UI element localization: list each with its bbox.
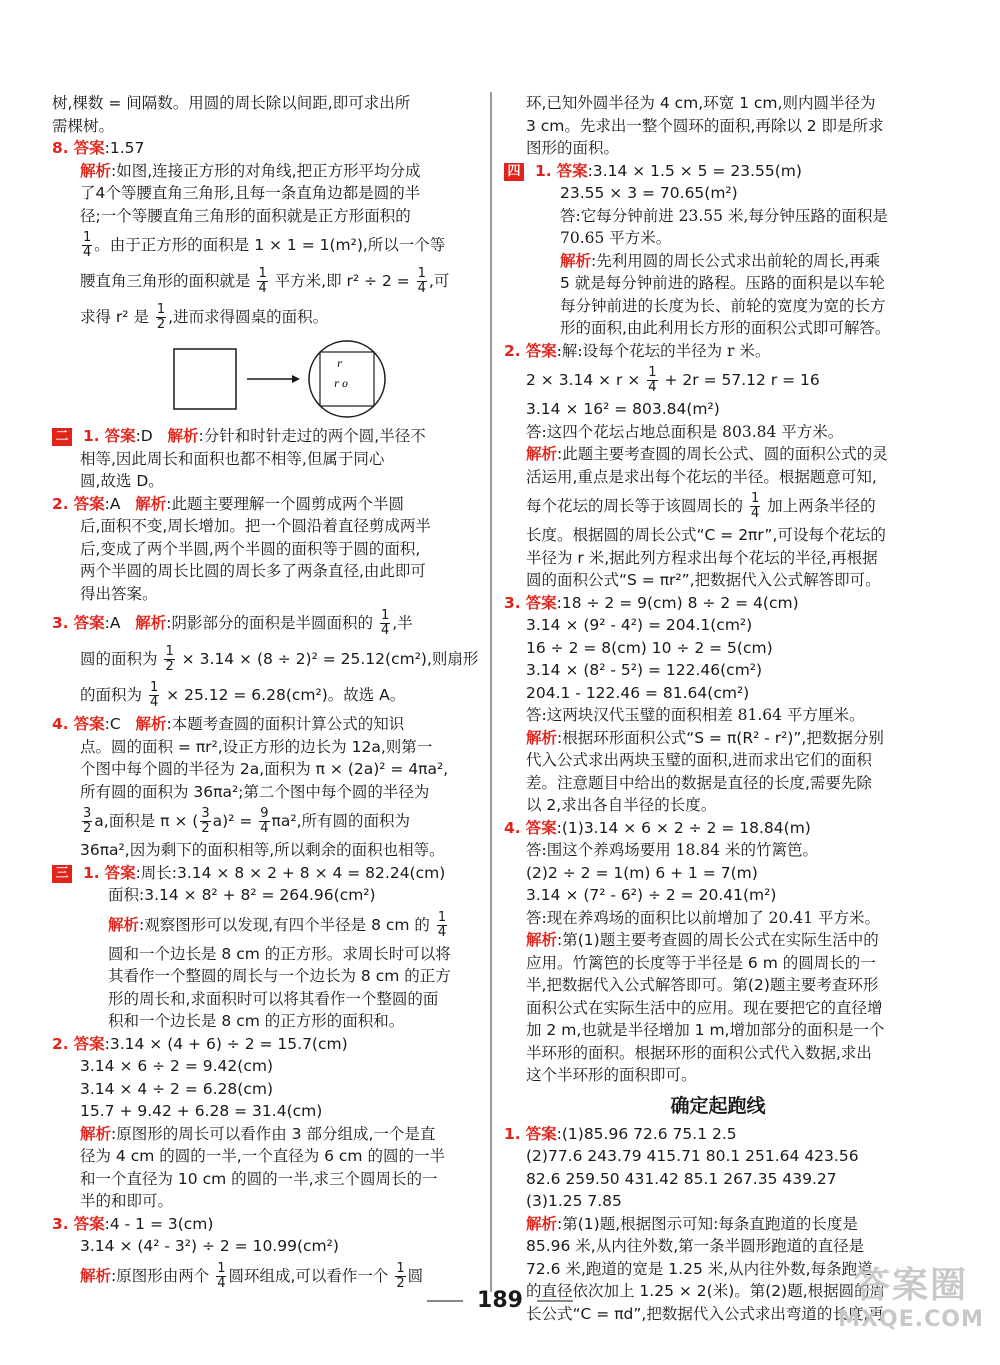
answer-label: 答案: [104, 427, 136, 445]
calc-line: [504, 362, 932, 398]
fraction: $\frac{1}{4}$: [380, 608, 390, 638]
solution-label: 解析: [108, 915, 140, 934]
solution-text: :此题主要考查圆的周长公式、圆的面积公式的灵: [557, 445, 888, 463]
solution-line: 以 2,求出各自半径的长度。: [526, 796, 717, 814]
fraction: $\frac{1}{4}$: [258, 266, 267, 296]
solution-line: [504, 1213, 932, 1236]
solution-line: 其看作一个整圆的周长与一个边长为 8 cm 的正方: [108, 967, 451, 985]
solution-text: :第(1)题,根据图示可知:每条直跑道的长度是: [557, 1214, 858, 1233]
solution-line: [52, 641, 480, 677]
solution-text: :如图,连接正方形的对角线,把正方形平均分成: [111, 161, 421, 180]
answer-text: :周长:3.14 × 8 × 2 + 8 × 4 = 82.24(cm): [135, 863, 446, 882]
question-8: [52, 137, 480, 160]
solution-line: 半环形的面积。根据环形的面积公式代入数据,求出: [526, 1043, 872, 1062]
fraction: $\frac{1}{2}$: [165, 644, 174, 674]
answer-text: :(1)85.96 72.6 75.1 2.5: [556, 1124, 737, 1143]
solution-text: ,可: [428, 272, 450, 290]
solution-line: 代入公式求出两块玉璧的面积,进而求出它们的面积: [526, 751, 872, 769]
solution-label: 解析: [526, 728, 558, 747]
calc-text: + 2r = 57.12 r = 16: [664, 371, 820, 389]
solution-text: πa²,所有圆的面积为: [271, 812, 411, 830]
run-question-1: [504, 1123, 932, 1146]
watermark-url: MXQE.COM: [838, 1307, 984, 1332]
text-line: 树,棵数 = 间隔数。用圆的周长除以间距,即可求出所: [52, 94, 411, 112]
fraction: $\frac{1}{2}$: [156, 302, 166, 332]
question-number: 3.: [504, 593, 521, 612]
solution-line: 半,把数据代入公式解答即可。第(2)题主要考查环形: [526, 976, 879, 994]
answer-label: 答案: [525, 818, 557, 837]
answer-text: :解:设每个花坛的半径为 r 米。: [556, 341, 771, 360]
section-marker: 三: [52, 865, 72, 883]
section-4-question-4: [504, 817, 932, 840]
answer-statement: 70.65 平方米。: [560, 229, 672, 247]
solution-text: :先利用圆的周长公式求出前轮的周长,再乘: [591, 251, 881, 270]
radius-label: r: [337, 359, 342, 370]
section-heading: 确定起跑线: [670, 1094, 766, 1117]
solution-label: 解析: [167, 427, 199, 445]
solution-line: [52, 907, 480, 943]
question-number: 8.: [52, 139, 69, 157]
solution-text: 圆: [407, 1266, 424, 1285]
answer-statement: 答:这两块汉代玉璧的面积相差 81.64 平方厘米。: [526, 706, 865, 724]
page-number-text: 189: [477, 1288, 523, 1313]
solution-text: 的面积为: [80, 686, 143, 704]
column-divider: [490, 92, 492, 1292]
solution-line: [504, 929, 932, 952]
section-3-question-3: [52, 1213, 480, 1236]
answer-text: :A: [104, 494, 121, 513]
section-3-question-2: [52, 1033, 480, 1056]
solution-text: :第(1)题主要考查圆的周长公式在实际生活中的: [557, 931, 879, 949]
calc-line: 82.6 259.50 431.42 85.1 267.35 439.27: [526, 1169, 837, 1188]
solution-line: 85.96 米,从内往外数,第一条半圆形跑道的直径是: [526, 1237, 865, 1255]
question-number: 1.: [534, 161, 552, 180]
solution-text: :原图形的周长可以看作由 3 部分组成,一个是直: [111, 1124, 436, 1143]
answer-label: 答案: [73, 1034, 105, 1053]
answer-text: :A: [104, 614, 121, 632]
solution-line: [52, 227, 480, 263]
solution-line: 圆和一个边长是 8 cm 的正方形。求周长时可以将: [108, 944, 451, 963]
section-2-question-2: [52, 493, 480, 516]
calc-line: 3.14 × (9² - 4²) = 204.1(cm²): [526, 616, 753, 634]
divider: [427, 1300, 463, 1302]
answer-label: 答案: [73, 494, 105, 513]
answer-label: 答案: [556, 161, 588, 180]
section-marker: 二: [52, 428, 72, 446]
section-4-question-1: [504, 160, 932, 183]
section-3-question-1: [52, 862, 480, 885]
solution-text: :本题考查圆的面积计算公式的知识: [166, 715, 405, 733]
answer-line: 面积:3.14 × 8² + 8² = 264.96(cm²): [108, 886, 376, 904]
answer-text: :D: [135, 427, 153, 445]
text-line: 3 cm。先求出一整个圆环的面积,再除以 2 即是所求: [526, 116, 884, 135]
fraction: $\frac{3}{2}$: [201, 806, 210, 836]
solution-line: 得出答案。: [80, 584, 158, 603]
calc-line: 3.14 × 16² = 803.84(m²): [526, 400, 720, 418]
section-2-question-4: [52, 713, 480, 736]
solution-line: 后,变成了两个半圆,两个半圆的面积等于圆的面积,: [80, 539, 421, 558]
text-line: 需棵树。: [52, 116, 115, 135]
fraction: $\frac{1}{4}$: [149, 680, 159, 710]
answer-statement: 答:这四个花坛占地总面积是 803.84 平方米。: [526, 422, 844, 441]
solution-label: 解析: [526, 445, 558, 463]
solution-line: 这个半环形的面积即可。: [526, 1066, 697, 1084]
question-number: 3.: [52, 614, 69, 632]
answer-label: 答案: [525, 341, 557, 360]
answer-text: :18 ÷ 2 = 9(cm) 8 ÷ 2 = 4(cm): [556, 593, 799, 612]
solution-line: 个图中每个圆的半径为 2a,面积为 π × (2a)² = 4πa²,: [80, 760, 449, 778]
calc-line: 3.14 × (4² - 3²) ÷ 2 = 10.99(cm²): [80, 1237, 339, 1255]
answer-text: :(1)3.14 × 6 × 2 ÷ 2 = 18.84(m): [556, 818, 811, 837]
fraction: $\frac{1}{4}$: [750, 491, 760, 521]
solution-line: 半径为 r 米,据此列方程求出每个花坛的半径,再根据: [526, 548, 878, 567]
answer-label: 答案: [73, 139, 105, 157]
fraction: $\frac{1}{4}$: [417, 266, 426, 296]
solution-label: 解析: [526, 931, 558, 949]
question-number: 2.: [52, 1034, 69, 1053]
answer-label: 答案: [73, 715, 105, 733]
answer-text: :3.14 × (4 + 6) ÷ 2 = 15.7(cm): [104, 1034, 348, 1053]
calc-line: 3.14 × (7² - 6²) ÷ 2 = 20.41(m²): [526, 886, 777, 904]
answer-statement: 答:它每分钟前进 23.55 米,每分钟压路的面积是: [560, 206, 888, 225]
watermark-logo: [836, 1265, 986, 1343]
solution-text: :根据环形面积公式“S = π(R² - r²)”,把数据分别: [557, 728, 884, 747]
fraction: $\frac{1}{4}$: [83, 230, 92, 260]
solution-line: 所有圆的面积为 36πa²;第二个图中每个圆的半径为: [80, 782, 430, 801]
solution-label: 解析: [135, 494, 167, 513]
solution-line: 和一个直径为 10 cm 的圆的一半,求三个圆周长的一: [80, 1169, 438, 1188]
solution-text: 平方米,即 r² ÷ 2 =: [274, 272, 410, 290]
solution-line: 5 就是每分钟前进的路程。压路的面积是以车轮: [560, 274, 885, 292]
solution-line: 形的周长和,求面积时可以将其看作一个整圆的面: [108, 989, 439, 1008]
solution-line: 形的面积,由此利用长方形的面积公式即可解答。: [560, 319, 891, 337]
answer-label: 答案: [525, 593, 557, 612]
solution-line: 加 2 m,也就是半径增加 1 m,增加部分的面积是一个: [526, 1021, 885, 1039]
solution-line: 应用。竹篱笆的长度等于半径是 6 m 的圆周长的一: [526, 953, 876, 972]
radius-label: r o: [334, 379, 348, 390]
question-number: 1.: [504, 1124, 521, 1143]
fraction: $\frac{1}{4}$: [437, 909, 447, 940]
solution-text: a)² =: [212, 812, 253, 830]
solution-line: 的直径依次加上 1.25 × 2(米)。第(2)题,根据圆的周: [526, 1282, 886, 1300]
solution-text: :原图形由两个: [111, 1266, 210, 1285]
solution-line: 圆的面积公式“S = πr²”,把数据代入公式解答即可。: [526, 571, 881, 589]
solution-line: 点。圆的面积 = πr²,设正方形的边长为 12a,则第一: [80, 737, 433, 756]
solution-text: × 3.14 × (8 ÷ 2)² = 25.12(cm²),则扇形: [181, 650, 479, 668]
solution-text: 求得 r² 是: [80, 308, 149, 326]
calc-line: (2)77.6 243.79 415.71 80.1 251.64 423.56: [526, 1147, 859, 1165]
solution-line: [52, 299, 480, 335]
calc-line: 16 ÷ 2 = 8(cm) 10 ÷ 2 = 5(cm): [526, 638, 773, 657]
solution-line: 后,面积不变,周长增加。把一个圆沿着直径剪成两半: [80, 517, 431, 535]
solution-line: [504, 488, 932, 524]
solution-text: 加上两条半径的: [767, 497, 876, 515]
solution-text: a,面积是 π × (: [94, 812, 199, 830]
solution-text: 每个花坛的周长等于该圆周长的: [526, 497, 744, 515]
fraction: $\frac{1}{4}$: [648, 365, 657, 395]
solution-line: 面积公式在实际生活中的应用。现在要把它的直径增: [526, 998, 883, 1017]
watermark-text: 答案圈: [853, 1265, 968, 1306]
solution-line: 36πa²,因为剩下的面积相等,所以剩余的面积也相等。: [80, 841, 445, 859]
solution-text: 。由于正方形的面积是 1 × 1 = 1(m²),所以一个等: [94, 236, 446, 254]
solution-label: 解析: [526, 1214, 558, 1233]
solution-line: 72.6 米,跑道的宽是 1.25 米,从内往外数,每条跑道: [526, 1259, 873, 1278]
solution-line: 活运用,重点是求出每个花坛的半径。根据题意可知,: [526, 467, 877, 486]
solution-label: 解析: [135, 715, 167, 733]
solution-line: 相等,因此周长和面积也都不相等,但属于同心: [80, 449, 385, 468]
solution-line: 了4个等腰直角三角形,且每一条直角边都是圆的半: [80, 184, 421, 202]
solution-text: :分针和时针走过的两个圆,半径不: [198, 427, 426, 445]
solution-label: 解析: [560, 251, 592, 270]
text-line: 环,已知外圆半径为 4 cm,环宽 1 cm,则内圆半径为: [526, 94, 876, 112]
solution-line: [504, 250, 932, 273]
section-2-question-3: [52, 605, 480, 641]
solution-line: [504, 727, 932, 750]
section-4-question-3: [504, 592, 932, 615]
text-line: 图形的面积。: [526, 139, 620, 157]
question-number: 4.: [504, 818, 521, 837]
calc-line: 204.1 - 122.46 = 81.64(cm²): [526, 683, 750, 702]
section-4-question-2: [504, 340, 932, 363]
solution-text: ,进而求得圆桌的面积。: [168, 308, 329, 326]
question-number: 1.: [82, 863, 100, 882]
solution-line: 长度。根据圆的周长公式“C = 2πr”,可设每个花坛的: [526, 526, 886, 544]
solution-line: 两个半圆的周长比圆的周长多了两条直径,由此即可: [80, 562, 426, 580]
question-number: 1.: [82, 427, 100, 445]
solution-label: 解析: [80, 1124, 112, 1143]
question-number: 3.: [52, 1214, 69, 1233]
solution-line: [52, 803, 480, 839]
right-column: [504, 92, 932, 1325]
section-marker: 四: [504, 163, 524, 181]
solution-text: 腰直角三角形的面积就是: [80, 272, 251, 290]
solution-line: 圆,故选 D。: [80, 472, 164, 490]
answer-label: 答案: [104, 863, 136, 882]
answer-label: 答案: [525, 1124, 557, 1143]
section-2-question-1: [52, 425, 480, 448]
divider: [537, 1300, 573, 1302]
fraction: $\frac{9}{4}$: [260, 806, 269, 836]
solution-text: :阴影部分的面积是半圆面积的: [166, 614, 373, 632]
calc-line: 3.14 × 6 ÷ 2 = 9.42(cm): [80, 1057, 273, 1075]
solution-line: [52, 263, 480, 299]
solution-line: [52, 677, 480, 713]
calc-line: 3.14 × (8² - 5²) = 122.46(cm²): [526, 661, 763, 679]
solution-text: × 25.12 = 6.28(cm²)。故选 A。: [166, 686, 406, 704]
solution-line: 半的和即可。: [80, 1192, 174, 1210]
square-shape: [174, 349, 236, 409]
solution-line: 差。注意题目中给出的数据是直径的长度,需要先除: [526, 773, 872, 792]
solution-label: 解析: [80, 1266, 112, 1285]
calc-line: 15.7 + 9.42 + 6.28 = 31.4(cm): [80, 1102, 323, 1120]
solution-label: 解析: [80, 161, 112, 180]
solution-line: 每分钟前进的长度为长、前轮的宽度为宽的长方: [560, 296, 886, 315]
answer-text: :C: [104, 715, 121, 733]
square-circle-figure: [52, 335, 480, 425]
answer-statement: 答:现在养鸡场的面积比以前增加了 20.41 平方米。: [526, 908, 880, 927]
solution-text: ,半: [392, 614, 413, 632]
left-column: [52, 92, 480, 1294]
solution-line: 径;一个等腰直角三角形的面积就是正方形面积的: [80, 206, 411, 225]
solution-line: [52, 160, 480, 183]
solution-line: [52, 1123, 480, 1146]
solution-line: 长公式“C = πd”,把数据代入公式求出弯道的长度,再: [526, 1304, 884, 1323]
solution-text: :此题主要理解一个圆剪成两个半圆: [166, 494, 404, 513]
answer-text: :4 - 1 = 3(cm): [104, 1214, 214, 1233]
fraction: $\frac{3}{2}$: [83, 806, 92, 836]
question-number: 4.: [52, 715, 69, 733]
solution-label: 解析: [135, 614, 167, 632]
fraction: $\frac{1}{2}$: [396, 1260, 405, 1291]
calc-line: (3)1.25 7.85: [526, 1192, 622, 1210]
solution-text: 圆环组成,可以看作一个: [228, 1266, 389, 1285]
question-number: 2.: [52, 494, 69, 513]
calc-text: 2 × 3.14 × r ×: [526, 371, 641, 389]
answer-statement: 答:围这个养鸡场要用 18.84 米的竹篱笆。: [526, 841, 818, 859]
calc-line: 3.14 × 4 ÷ 2 = 6.28(cm): [80, 1079, 273, 1098]
solution-line: 积和一个边长是 8 cm 的正方形的面积和。: [108, 1012, 405, 1030]
fraction: $\frac{1}{4}$: [217, 1260, 226, 1291]
figure-svg: [52, 335, 480, 425]
calc-line: (2)2 ÷ 2 = 1(m) 6 + 1 = 7(m): [526, 863, 758, 882]
solution-line: 径为 4 cm 的圆的一半,一个直径为 6 cm 的圆的一半: [80, 1147, 445, 1165]
arrow-head-icon: [292, 375, 300, 383]
answer-text: :1.57: [104, 139, 145, 157]
question-number: 2.: [504, 341, 521, 360]
solution-text: 圆的面积为: [80, 650, 158, 668]
answer-text: :3.14 × 1.5 × 5 = 23.55(m): [587, 161, 802, 180]
answer-label: 答案: [73, 1214, 105, 1233]
solution-line: [504, 443, 932, 466]
answer-label: 答案: [73, 614, 105, 632]
calc-line: 23.55 × 3 = 70.65(m²): [560, 184, 738, 202]
solution-text: :观察图形可以发现,有四个半径是 8 cm 的: [139, 915, 430, 934]
